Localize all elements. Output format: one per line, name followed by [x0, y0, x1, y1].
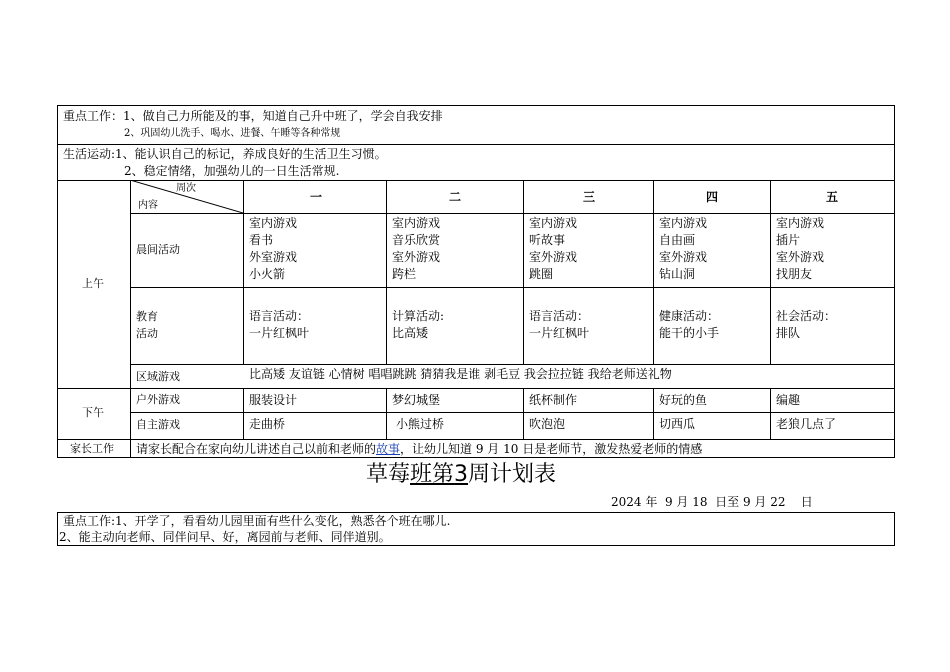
- header-corner-content: 内容: [138, 200, 158, 211]
- divider: [653, 388, 654, 439]
- row-label-morning-activity: 晨间活动: [136, 243, 180, 256]
- free-play-wed: 吹泡泡: [529, 417, 566, 431]
- outdoor-mon: 服装设计: [249, 393, 298, 407]
- divider: [386, 388, 387, 439]
- divider: [770, 180, 771, 364]
- morning-activity-fri: 室内游戏 插片 室外游戏 找朋友: [776, 216, 825, 281]
- education-wed: 语言活动： 一片红枫叶: [529, 309, 590, 340]
- focus-work-line1: 重点工作：1、做自己力所能及的事，知道自己升中班了，学会自我安排: [63, 109, 443, 123]
- header-corner-week: 周次: [176, 183, 196, 194]
- morning-activity-mon: 室内游戏 看书 外室游戏 小火箭: [249, 216, 298, 281]
- life-activity-line1: 生活运动:1、能认识自己的标记，养成良好的生活卫生习惯。: [63, 147, 387, 161]
- page-title: 草莓班第3周计划表: [366, 462, 557, 487]
- divider: [130, 287, 895, 288]
- row-label-education: 教育 活动: [136, 310, 158, 340]
- education-thu: 健康活动： 能干的小手: [659, 309, 720, 340]
- row-label-outdoor: 户外游戏: [136, 393, 180, 406]
- life-activity-line2: 2、稳定情绪，加强幼儿的一日生活常规.: [124, 164, 340, 178]
- divider: [243, 388, 244, 439]
- day-header-mon: 一: [310, 190, 323, 204]
- free-play-thu: 切西瓜: [659, 417, 696, 431]
- divider: [770, 388, 771, 439]
- outdoor-tue: 梦幻城堡: [392, 393, 441, 407]
- day-header-wed: 三: [583, 190, 596, 204]
- morning-label: 上午: [82, 277, 104, 290]
- divider: [523, 180, 524, 364]
- morning-activity-thu: 室内游戏 自由画 室外游戏 钻山洞: [659, 216, 708, 281]
- outdoor-fri: 编趣: [776, 393, 801, 407]
- row-label-free-play: 自主游戏: [136, 418, 180, 431]
- education-tue: 计算活动: 比高矮: [392, 309, 445, 340]
- outdoor-thu: 好玩的鱼: [659, 393, 708, 407]
- divider: [653, 180, 654, 364]
- focus-work-line2: 2、巩固幼儿洗手、喝水、进餐、午睡等各种常规: [124, 128, 341, 139]
- focus-work-line1: 重点工作:1、开学了，看看幼儿园里面有些什么变化，熟悉各个班在哪儿.: [63, 514, 451, 528]
- morning-activity-wed: 室内游戏 听故事 室外游戏 跳圈: [529, 216, 578, 281]
- free-play-mon: 走曲桥: [249, 417, 286, 431]
- focus-work-line2: 2、能主动向老师、同伴问早、好，离园前与老师、同伴道别。: [59, 530, 391, 544]
- divider: [130, 364, 895, 365]
- free-play-fri: 老狼几点了: [776, 417, 837, 431]
- divider: [130, 180, 131, 458]
- outdoor-wed: 纸杯制作: [529, 393, 578, 407]
- area-games-text: 比高矮 友谊链 心情树 唱唱跳跳 猜猜我是谁 剥毛豆 我会拉拉链 我给老师送礼物: [249, 367, 672, 381]
- divider: [57, 144, 895, 145]
- date-range: 2024 年 9 月 18 日至 9 月 22 日: [611, 495, 813, 509]
- day-header-fri: 五: [826, 190, 839, 204]
- divider: [243, 180, 244, 364]
- row-label-area-games: 区域游戏: [136, 370, 180, 383]
- education-mon: 语言活动： 一片红枫叶: [249, 309, 310, 340]
- divider: [57, 439, 895, 440]
- morning-activity-tue: 室内游戏 音乐欣赏 室外游戏 跨栏: [392, 216, 441, 281]
- day-header-tue: 二: [449, 190, 462, 204]
- divider: [130, 213, 895, 214]
- divider: [523, 388, 524, 439]
- free-play-tue: 小熊过桥: [396, 417, 445, 431]
- parent-work-text: 请家长配合在家向幼儿讲述自己以前和老师的故事，让幼儿知道 9 月 10 日是老师节，激发热爱老师的情感: [136, 442, 703, 456]
- divider: [130, 412, 895, 413]
- row-label-parent-work: 家长工作: [70, 442, 114, 455]
- day-header-thu: 四: [706, 190, 719, 204]
- divider: [386, 180, 387, 364]
- story-link[interactable]: 故事: [376, 442, 401, 456]
- afternoon-label: 下午: [82, 406, 104, 419]
- education-fri: 社会活动： 排队: [776, 309, 837, 340]
